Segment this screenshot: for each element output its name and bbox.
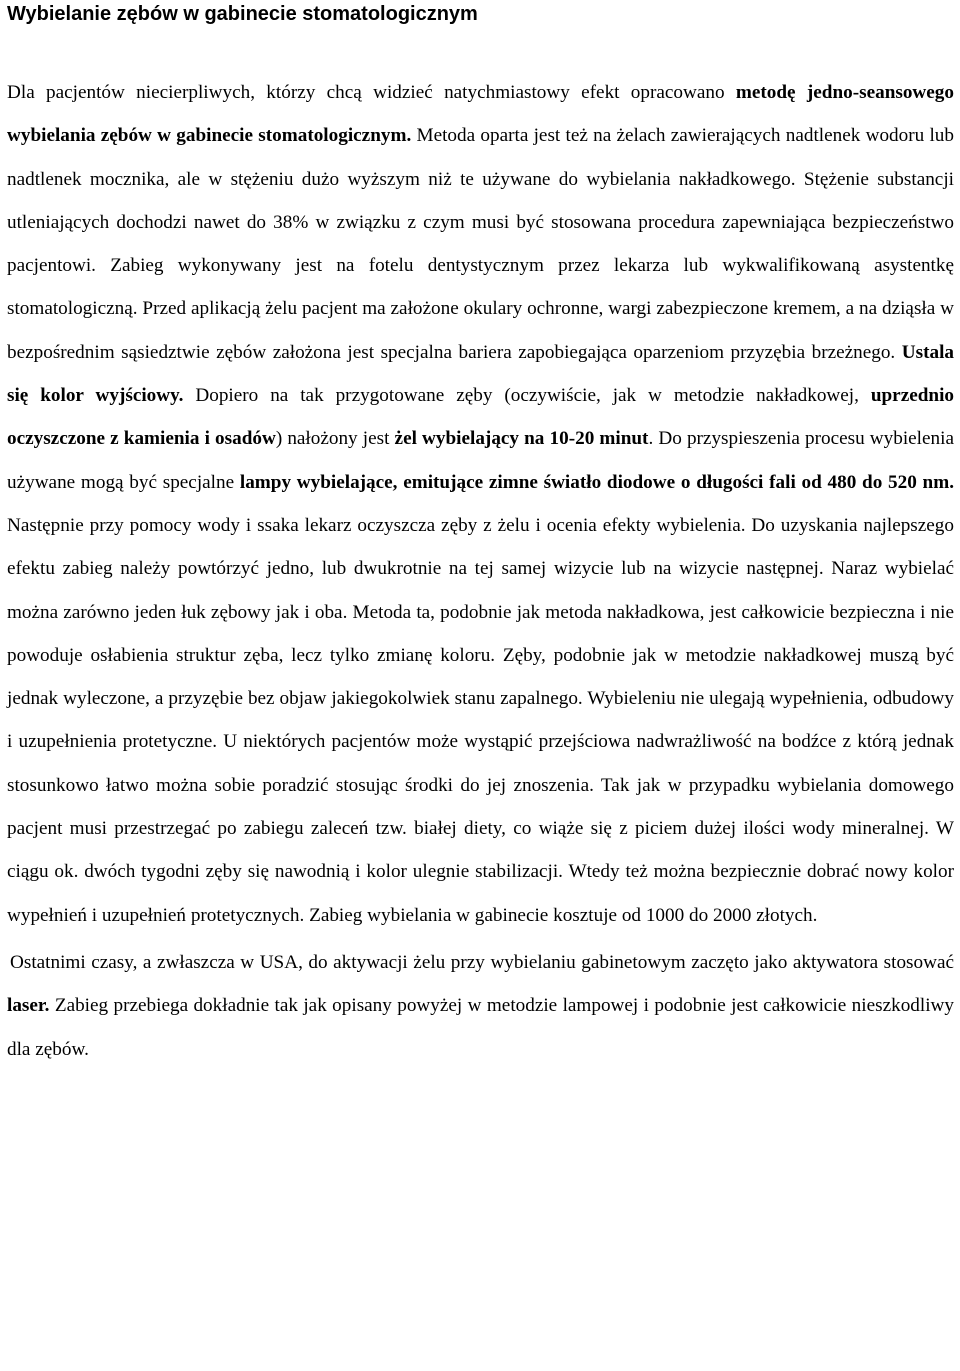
text-run: Dla pacjentów niecierpliwych, którzy chcą widzieć natychmiastowy efekt opracowano bbox=[7, 82, 736, 103]
paragraph-laser bbox=[7, 941, 954, 1071]
document-title: Wybielanie zębów w gabinecie stomatologicznym bbox=[7, 3, 478, 25]
text-run: Metoda oparta jest też na żelach zawierających nadtlenek wodoru lub nadtlenek mocznika, ale w stężeniu dużo wyższym niż te używane do wybielania nakładkowego. Stężenie substancji utleniających dochodzi nawet do 38% w związku z czym musi być stosowana procedura zapewniająca bezpieczeństwo pacjentowi. Zabieg wykonywany jest na fotelu dentystycznym przez lekarza lub wykwalifikowaną asystentkę stomatologiczną. Przed aplikacją żelu pacjent ma założone okulary ochronne, wargi zabezpieczone kremem, a na dziąsła w bezpośrednim sąsiedztwie zębów założona jest specjalna bariera zapobiegająca oparzeniom przyzębia brzeżnego. bbox=[7, 125, 954, 363]
bold-run: żel wybielający na 10-20 minut bbox=[394, 428, 649, 450]
bold-run: laser. bbox=[7, 995, 50, 1017]
text-run: . Do przyspieszenia procesu wybielenia używane mogą być specjalne bbox=[7, 428, 954, 493]
text-run: Dopiero na tak przygotowane zęby (oczywiście, jak w metodzie nakładkowej, bbox=[183, 385, 871, 407]
bold-run: Ustala się kolor wyjściowy. bbox=[7, 341, 954, 407]
bold-run: metodę jedno-seansowego wybielania zębów w gabinecie stomatologicznym. bbox=[7, 82, 954, 147]
text-run: ) nałożony jest bbox=[275, 428, 395, 450]
paragraph-main bbox=[7, 71, 954, 937]
bold-run: lampy wybielające, emitujące zimne światło diodowe o długości fali od 480 do 520 nm. bbox=[239, 471, 955, 493]
text-run: Następnie przy pomocy wody i ssaka lekarz oczyszcza zęby z żelu i ocenia efekty wybielenia. Do uzyskania najlepszego efektu zabieg należy powtórzyć jedno, lub dwukrotnie na tej samej wizycie lub na wizycie następnej. Naraz wybielać można zarówno jeden łuk zębowy jak i oba. Metoda ta, podobnie jak metoda nakładkowa, jest całkowicie bezpieczna i nie powoduje osłabienia struktur zęba, lecz tylko zmianę koloru. Zęby, podobnie jak w metodzie nakładkowej muszą być jednak wyleczone, a przyzębie bez objaw jakiegokolwiek stanu zapalnego. Wybieleniu nie ulegają wypełnienia, odbudowy i uzupełnienia protetyczne. U niektórych pacjentów może wystąpić przejściowa nadwrażliwość na bodźce z którą jednak stosunkowo łatwo można sobie poradzić stosując środki do jej znoszenia. Tak jak w przypadku wybielania domowego pacjent musi przestrzegać po zabiegu zaleceń tzw. białej diety, co wiąże się z piciem dużej ilości wody mineralnej. W ciągu ok. dwóch tygodni zęby się nawodnią i kolor ulegnie stabilizacji. Wtedy też można bezpiecznie dobrać nowy kolor wypełnień i uzupełnień protetycznych. Zabieg wybielania w gabinecie kosztuje od 1000 do 2000 złotych. bbox=[7, 514, 954, 926]
text-run: Ostatnimi czasy, a zwłaszcza w USA, do aktywacji żelu przy wybielaniu gabinetowym zaczęto jako aktywatora stosować bbox=[10, 951, 954, 973]
text-run: Zabieg przebiega dokładnie tak jak opisany powyżej w metodzie lampowej i podobnie jest całkowicie nieszkodliwy dla zębów. bbox=[7, 995, 954, 1060]
bold-run: uprzednio oczyszczone z kamienia i osadów bbox=[7, 385, 955, 450]
